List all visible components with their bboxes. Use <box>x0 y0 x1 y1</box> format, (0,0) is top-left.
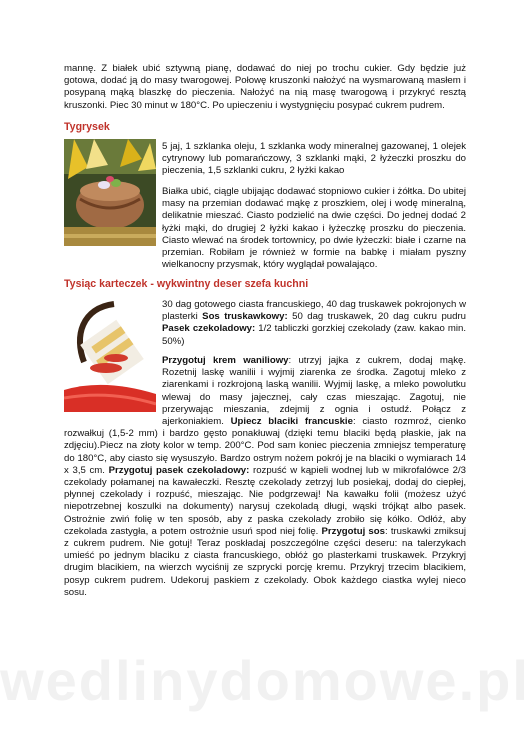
pastry-step-text: : ciasto rozmroź, cienko rozwałkuj (1,5-2 mm) i bardzo gęsto ponakłuwaj (dzięki temu blaciki będą płaskie, jak na zdjęciu).Piecz na złoty kolor w temp. 200°C. Pod sam koniec pieczenia zmniejsz temperaturę do 180°C, aby ciasto się wysuszyło. Bardzo ostrym nożem pokrój je na blaciki o wymiarach 14 x 3,5 cm. <box>64 416 466 476</box>
site-watermark: wedlinydomowe.pl <box>0 649 530 712</box>
pastry-step-label: Upiecz blaciki francuskie <box>230 416 353 428</box>
intro-paragraph <box>64 63 466 112</box>
recipe2-ingredients-part3: 1/2 tabliczki gorzkiej czekolady (zaw. kakao min. 50%) <box>162 323 466 347</box>
recipe1-ingredients-text: 5 jaj, 1 szklanka oleju, 1 szklanka wody mineralnej gazowanej, 1 olejek cytrynowy lub pomarańczowy, 3 szklanki mąki, 2 łyżeczki proszku do pieczenia, 1,5 szklanki cukru, 2 łyżki kakao <box>162 141 466 177</box>
recipe1-ingredients <box>162 141 466 178</box>
recipe-title-tysiac-karteczek: Tysiąc karteczek - wykwintny deser szefa kuchni <box>64 278 309 290</box>
intro-text: mannę. Z białek ubić sztywną pianę, dodawać do niej po trochu cukier. Gdy będzie już gotowa, dodać ją do masy twarogowej. Połowę kruszonki nałożyć na wysmarowaną masłem i posypaną mąką blaszkę do pieczenia. Nałożyć na nią masę twarogową i przykryć resztą kruszonki. Piec 30 minut w 180°C. Po upieczeniu i wystygnięciu posypać cukrem pudrem. <box>64 63 466 111</box>
recipe2-ingredients-part2: 50 dag truskawek, 20 dag cukru pudru <box>287 311 466 323</box>
chocolate-strip-label: Pasek czekoladowy: <box>162 323 256 335</box>
cream-step-label: Przygotuj krem waniliowy <box>162 355 289 366</box>
cream-step-text: : utrzyj jajka z cukrem, dodaj mąkę. Rozetnij laskę wanilii i wyjmij ziarenka ze środka. Zagotuj mleko z ziarenkami i rozkrojoną laską wanilii. Wyjmij laskę, a mleko powolutku wlewaj do masy jajecznej, cały czas mieszając. Zagotuj, nie przerywając mieszania, zdejmij z ognia i ostudź. Połącz z ajerkoniakiem. <box>162 355 466 428</box>
sauce-step-text: : truskawki zmiksuj z cukrem pudrem. Nie gotuj! Teraz poskładaj poszczególne części deseru: na talerzykach umieść po jednym blaciku z ciasta francuskiego, obłóż go plasterkami truskawek. Przykryj drugim blacikiem, na wierzch wyciśnij ze szprycki porcję kremu. Przykryj trzecim blacikiem, posyp cukrem pudrem. Udekoruj paskiem z czekolady. Obok każdego ciastka wylej nieco sosu. <box>64 525 466 598</box>
recipe1-method-text: Białka ubić, ciągle ubijając dodawać stopniowo cukier i żółtka. Do ubitej masy na przemian dodawać mąkę z proszkiem, olej i wodę mineralną, delikatnie mieszać. Ciasto podzielić na dwie części. Do jednej dodać 2 łyżki mąki, do drugiej 2 łyżki kakao i łyżeczkę proszku do pieczenia. Ciasto wlewać na środek tortownicy, po dwie łyżeczki: białe i czarne na przemian. Robiłam je również w formie na babkę i miałam pyszny wielkanocny przysmak, który wyglądał powalająco. <box>162 186 466 271</box>
chocolate-step-label: Przygotuj pasek czekoladowy: <box>108 464 250 476</box>
easter-cake-photo <box>64 139 156 246</box>
recipe2-method-para <box>64 355 466 599</box>
recipe1-method <box>162 186 466 271</box>
recipe-title-tygrysek: Tygrysek <box>64 121 110 133</box>
recipe2-ingredients-part1: 30 dag gotowego ciasta francuskiego, 40 dag truskawek pokrojonych w plasterki <box>162 299 466 323</box>
recipe2-method <box>64 355 466 599</box>
recipe2-ingredients-para <box>162 299 466 348</box>
sauce-label: Sos truskawkowy: <box>202 311 288 323</box>
recipe2-ingredients <box>162 299 466 348</box>
chocolate-step-text: rozpuść w kąpieli wodnej lub w mikrofalówce 2/3 czekolady połamanej na kawałeczki. Resztę czekolady zetrzyj lub posiekaj, dodaj do ciepłej, płynnej czekolady i rozpuść, mieszając. Nie podgrzewaj! Na kawałku folii (możesz użyć niepotrzebnej koszulki na dokumenty) narysuj czekoladą długi, wąski trójkąt albo pasek. Ostrożnie zwiń folię w ten sposób, aby z paska czekolady zrobiło się kółko. Odłóż, aby czekolada zastygła, a potem ostrożnie usuń spod niej folię. <box>64 464 466 537</box>
sauce-step-label: Przygotuj sos <box>321 525 385 537</box>
